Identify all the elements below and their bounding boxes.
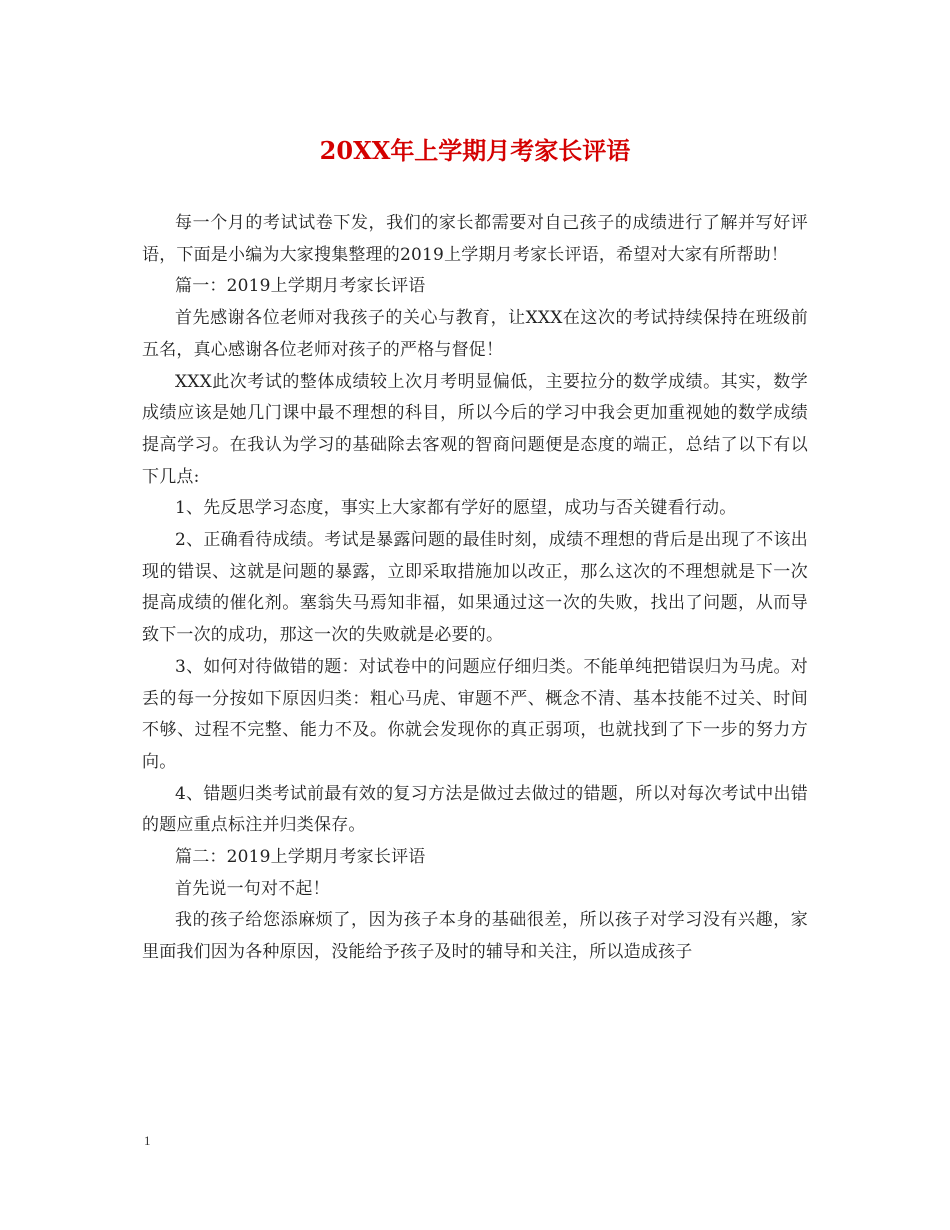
list-item-2: 2、正确看待成绩。考试是暴露问题的最佳时刻，成绩不理想的背后是出现了不该出现的错误、这就是问题的暴露，立即采取措施加以改正，那么这次的不理想就是下一次提高成绩的催化剂。塞翁失马焉知非福，如果通过这一次的失败，找出了问题，从而导致下一次的成功，那这一次的失败就是必要的。 [142, 530, 808, 646]
paragraph: XXX此次考试的整体成绩较上次月考明显偏低，主要拉分的数学成绩。其实，数学成绩应该是她几门课中最不理想的科目，所以今后的学习中我会更加重视她的数学成绩提高学习。在我认为学习的基础除去客观的智商问题便是态度的端正，总结了以下有以下几点: [142, 371, 808, 487]
section-heading-1: 篇一：2019上学期月考家长评语 [175, 276, 426, 297]
intro-paragraph: 每一个月的考试试卷下发，我们的家长都需要对自己孩子的成绩进行了解并写好评语，下面是小编为大家搜集整理的2019上学期月考家长评语，希望对大家有所帮助！ [142, 213, 808, 265]
paragraph: 我的孩子给您添麻烦了，因为孩子本身的基础很差，所以孩子对学习没有兴趣，家里面我们因为各种原因，没能给予孩子及时的辅导和关注，所以造成孩子 [142, 910, 808, 963]
paragraph: 首先说一句对不起！ [175, 878, 330, 899]
document-body [142, 208, 808, 969]
list-item-1: 1、先反思学习态度，事实上大家都有学好的愿望，成功与否关键看行动。 [175, 498, 737, 519]
paragraph: 首先感谢各位老师对我孩子的关心与教育，让XXX在这次的考试持续保持在班级前五名，真心感谢各位老师对孩子的严格与督促！ [142, 308, 808, 360]
document-title: 20XX年上学期月考家长评语 [319, 136, 631, 165]
list-item-3: 3、如何对待做错的题：对试卷中的问题应仔细归类。不能单纯把错误归为马虎。对丢的每一分按如下原因归类：粗心马虎、审题不严、概念不清、基本技能不过关、时间不够、过程不完整、能力不及。你就会发现你的真正弱项，也就找到了下一步的努力方向。 [142, 656, 808, 772]
section-heading-2: 篇二：2019上学期月考家长评语 [175, 847, 426, 868]
list-item-4: 4、错题归类考试前最有效的复习方法是做过去做过的错题，所以对每次考试中出错的题应重点标注并归类保存。 [142, 783, 808, 836]
page-number: 1 [144, 1133, 151, 1148]
